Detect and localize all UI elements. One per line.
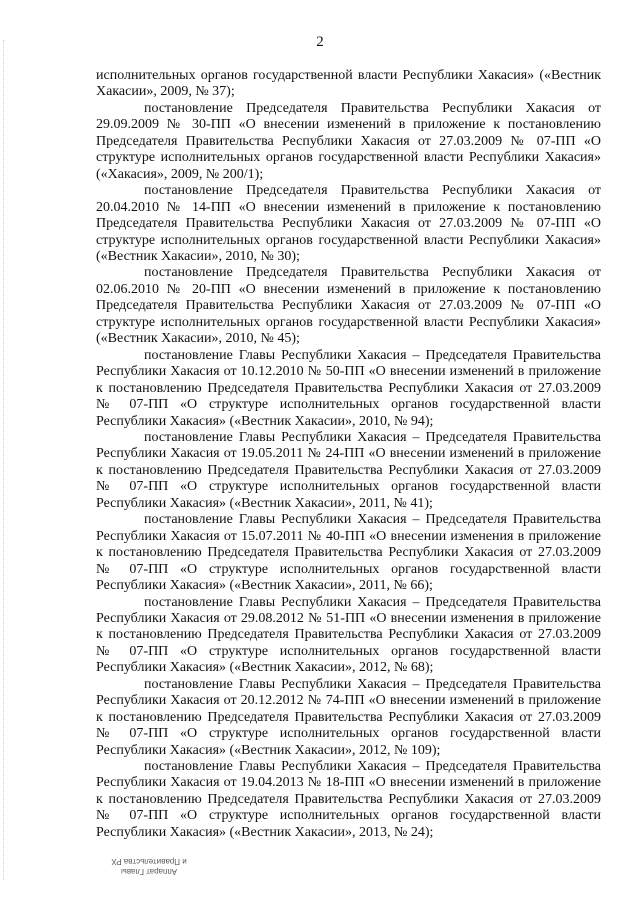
scan-edge-marks bbox=[3, 40, 6, 880]
stamp-line-2: и Правительства РХ bbox=[111, 857, 187, 866]
paragraph-continuation: исполнительных органов государственной власти Республики Хакасия» («Вестник Хакасии», 2009, № 37); bbox=[96, 68, 601, 100]
paragraph-resolution-2012-51: постановление Главы Республики Хакасия – Председателя Правительства Республики Хакасия от 29.08.2012 № 51-ПП «О внесении изменения в приложение к постановлению Председателя Правительства Республики Хакасия от 27.03.2009 № 07-ПП «О структуре исполнительных органов государственной власти Республики Хакасия» («Вестник Хакасии», 2012, № 68); bbox=[96, 594, 601, 676]
paragraph-resolution-2009-30: постановление Председателя Правительства Республики Хакасия от 29.09.2009 № 30-ПП «О внесении изменений в приложение к постановлению Председателя Правительства Республики Хакасия от 27.03.2009 № 07-ПП «О структуре исполнительных органов государственной власти Республики Хакасия» («Хакасия», 2009, № 200/1); bbox=[96, 100, 601, 182]
paragraph-resolution-2010-20: постановление Председателя Правительства Республики Хакасия от 02.06.2010 № 20-ПП «О внесении изменений в приложение к постановлению Председателя Правительства Республики Хакасия от 27.03.2009 № 07-ПП «О структуре исполнительных органов государственной власти Республики Хакасия» («Вестник Хакасии», 2010, № 45); bbox=[96, 265, 601, 347]
page-number: 2 bbox=[316, 34, 324, 50]
paragraph-resolution-2013-18: постановление Главы Республики Хакасия – Председателя Правительства Республики Хакасия от 19.04.2013 № 18-ПП «О внесении изменений в приложение к постановлению Председателя Правительства Республики Хакасия от 27.03.2009 № 07-ПП «О структуре исполнительных органов государственной власти Республики Хакасия» («Вестник Хакасии», 2013, № 24); bbox=[96, 759, 601, 840]
registry-stamp bbox=[104, 856, 194, 876]
paragraph-resolution-2011-40: постановление Главы Республики Хакасия – Председателя Правительства Республики Хакасия от 15.07.2011 № 40-ПП «О внесении изменения в приложение к постановлению Председателя Правительства Республики Хакасия от 27.03.2009 № 07-ПП «О структуре исполнительных органов государственной власти Республики Хакасия» («Вестник Хакасии», 2011, № 66); bbox=[96, 512, 601, 594]
paragraph-resolution-2012-74: постановление Главы Республики Хакасия – Председателя Правительства Республики Хакасия от 20.12.2012 № 74-ПП «О внесении изменений в приложение к постановлению Председателя Правительства Республики Хакасия от 27.03.2009 № 07-ПП «О структуре исполнительных органов государственной власти Республики Хакасия» («Вестник Хакасии», 2012, № 109); bbox=[96, 676, 601, 758]
paragraph-resolution-2010-50: постановление Главы Республики Хакасия – Председателя Правительства Республики Хакасия от 10.12.2010 № 50-ПП «О внесении изменений в приложение к постановлению Председателя Правительства Республики Хакасия от 27.03.2009 № 07-ПП «О структуре исполнительных органов государственной власти Республики Хакасия» («Вестник Хакасии», 2010, № 94); bbox=[96, 347, 601, 429]
paragraph-resolution-2011-24: постановление Главы Республики Хакасия – Председателя Правительства Республики Хакасия от 19.05.2011 № 24-ПП «О внесении изменений в приложение к постановлению Председателя Правительства Республики Хакасия от 27.03.2009 № 07-ПП «О структуре исполнительных органов государственной власти Республики Хакасия» («Вестник Хакасии», 2011, № 41); bbox=[96, 429, 601, 511]
stamp-line-1: Аппарат Главы bbox=[120, 867, 178, 876]
paragraph-resolution-2010-14: постановление Председателя Правительства Республики Хакасия от 20.04.2010 № 14-ПП «О внесении изменений в приложение к постановлению Председателя Правительства Республики Хакасия от 27.03.2009 № 07-ПП «О структуре исполнительных органов государственной власти Республики Хакасия» («Вестник Хакасии», 2010, № 30); bbox=[96, 183, 601, 264]
document-body bbox=[96, 68, 601, 841]
